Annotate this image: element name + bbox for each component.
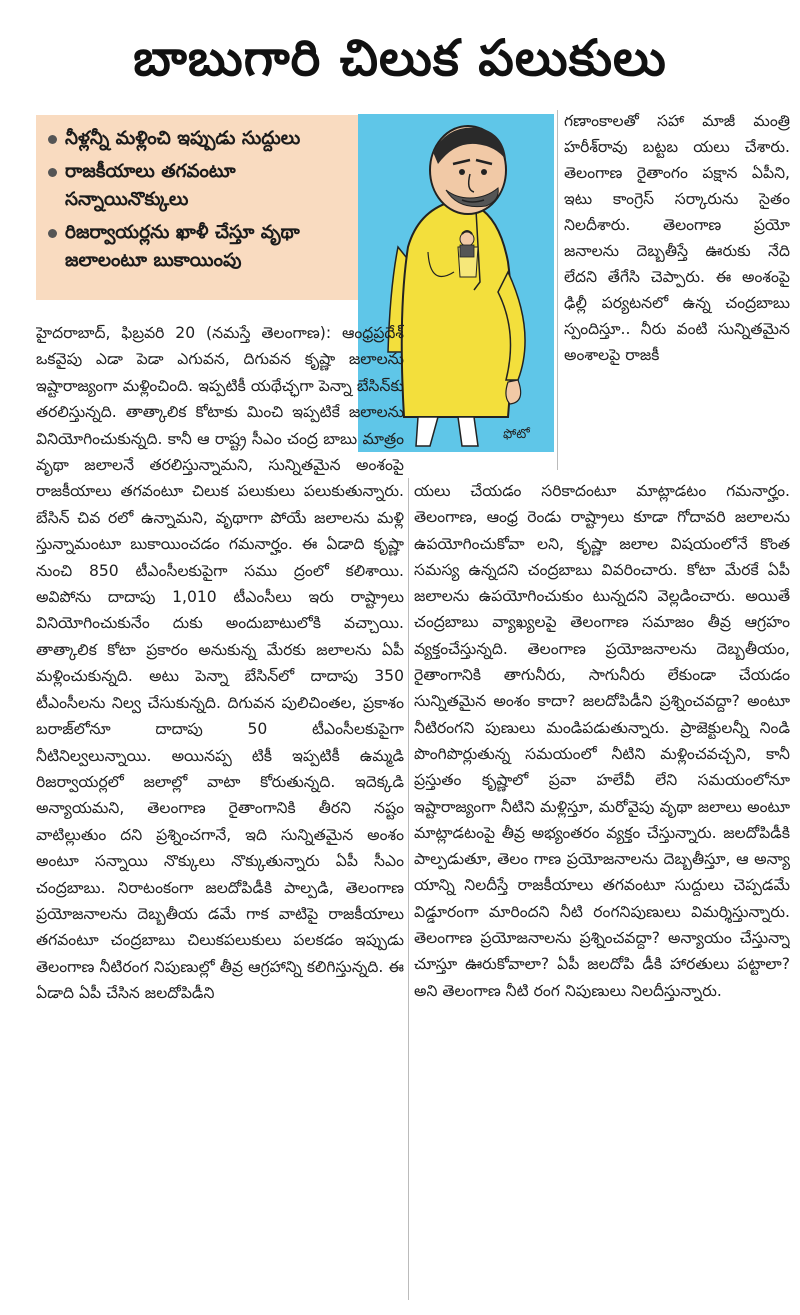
cartoonist-signature: ఫోటో [503, 427, 530, 442]
highlight-item [46, 125, 350, 153]
article-column-right-top: గణాంకాలతో సహా మాజీ మంత్రి హరీశ్‌రావు బట్టబ యలు చేశారు. తెలంగాణ రైతాంగం పక్షాన ఏపీని, ఇటు కాంగ్రెస్ సర్కారును సైతం నిలదీశారు. తెలంగాణ ప్రయో జనాలను దెబ్బతీస్తే ఊరుకు నేది లేదని తేగేసి చెప్పారు. ఈ అంశంపై ఢిల్లీ పర్యటనలో ఉన్న చంద్రబాబు స్పందిస్తూ.. నీరు వంటి సున్నితమైన అంశాలపై రాజకీ [564, 112, 790, 364]
highlights-box [36, 115, 358, 300]
highlight-text: రిజర్వాయర్లను ఖాళీ చేస్తూ వృథా జలాలంటూ బుకాయింపు [65, 222, 300, 271]
column-divider [557, 110, 558, 470]
headline: బాబుగారి చిలుక పలుకులు [133, 29, 667, 87]
article-column-left: హైదరాబాద్, ఫిబ్రవరి 20 (నమస్తే తెలంగాణ): ఆంధ్రప్రదేశ్ ఒకవైపు ఎడా పెడా ఎగువన, దిగువన కృష్ణా జలాలను ఇష్టారాజ్యంగా మళ్లించింది. ఇప్పటికీ యథేచ్ఛగా పెన్నా బేసిన్‌కు తరలిస్తున్నది. తాత్కాలిక కోటాకు మించి ఇప్పటికే జలాలను వినియోగించుకున్నది. కానీ ఆ రాష్ట్ర సీఎం చంద్ర బాబు మాత్రం వృథా జలాలనే తరలిస్తున్నామని, సున్నితమైన అంశంపై రాజకీయాలు తగవంటూ చిలుక పలుకులు పలుకుతున్నారు. బేసిన్ చివ రలో ఉన్నామని, వృథాగా పోయే జలాలను మళ్లి స్తున్నామంటూ బుకాయించడం గమనార్హం. ఈ ఏడాది కృష్ణా నుంచి 850 టీఎంసీలకుపైగా సము ద్రంలో కలిశాయి. అవిపోను దాదాపు 1,010 టీఎంసీలు ఇరు రాష్ట్రాలు వినియోగించుకునేం దుకు అందుబాటులోకి వచ్చాయి. తాత్కాలిక కోటా ప్రకారం అనుకున్న మేరకు జలాలను ఏపీ మళ్లించుకున్నది. అటు పెన్నా బేసిన్‌లో దాదాపు 350 టీఎంసీలను నిల్వ చేసుకున్నది. దిగువన పులిచింతల, ప్రకాశం బరాజ్‌లోనూ దాదాపు 50 టీఎంసీలకుపైగా నీటినిల్వలున్నాయి. అయినప్ప టికీ ఇప్పటికీ ఉమ్మడి రిజర్వాయర్లలో జలాల్లో వాటా కోరుతున్నది. ఇదెక్కడి అన్యాయమని, తెలంగాణ రైతాంగానికి తీరని నష్టం వాటిల్లుతుం దని ప్రశ్నించగానే, ఇది సున్నితమైన అంశం అంటూ సన్నాయి నొక్కులు నొక్కుతున్నారు ఏపీ సీఎం చంద్రబాబు. నిరాటంకంగా జలదోపిడీకి పాల్పడి, తెలంగాణ ప్రయోజనాలను దెబ్బతీయ డమే గాక వాటిపై రాజకీయాలు తగవంటూ చంద్రబాబు చిలుకపలుకులు పలకడం ఇప్పుడు తెలంగాణ నీటిరంగ నిపుణుల్లో తీవ్ర ఆగ్రహాన్ని కలిగిస్తున్నది. ఈ ఏడాది ఏపీ చేసిన జలదోపిడీని [36, 324, 404, 1003]
article-column-right-bottom: యలు చేయడం సరికాదంటూ మాట్లాడటం గమనార్హం. తెలంగాణ, ఆంధ్ర రెండు రాష్ట్రాలు కూడా గోదావరి జలాలను ఉపయోగించుకోవా లని, కృష్ణా జలాల విషయంలోనే కొంత సమస్య ఉన్నదని చంద్రబాబు వివరించారు. కోటా మేరకే ఏపీ జలాలను ఉపయోగించుకుం టున్నదని వెల్లడించారు. అయితే చంద్రబాబు వ్యాఖ్యలపై తెలంగాణ సమాజం తీవ్ర ఆగ్రహం వ్యక్తంచేస్తున్నది. తెలంగాణ ప్రయోజనాలను దెబ్బతీయం, రైతాంగానికి తాగునీరు, సాగునీరు లేకుండా చేయడం సున్నితమైన అంశం కాదా? జలదోపిడీని ప్రశ్నించవద్దా? అంటూ నీటిరంగని పుణులు మండిపడుతున్నారు. ప్రాజెక్టులన్నీ నిండి పొంగిపొర్లుతున్న సమయంలో నీటిని మళ్లించవచ్చని, కానీ ప్రస్తుతం కృష్ణాలో ప్రవా హలేవీ లేని సమయంలోనూ ఇష్టారాజ్యంగా నీటిని మళ్లిస్తూ, మరోవైపు వృథా జలాలు అంటూ మాట్లాడటంపై తీవ్ర అభ్యంతరం వ్యక్తం చేస్తున్నారు. జలదోపిడీకి పాల్పడుతూ, తెలం గాణ ప్రయోజనాలను దెబ్బతీస్తూ, ఆ అన్యా యాన్ని నిలదీస్తే రాజకీయాలు తగవంటూ సుద్దులు చెప్పడమే విడ్డూరంగా మారిందని నీటి రంగనిపుణులు విమర్శిస్తున్నారు. తెలంగాణ ప్రయోజనాలను ప్రశ్నించవద్దా? అన్యాయం చేస్తున్నా చూస్తూ ఊరుకోవాలా? ఏపీ జలదోపి డీకి హారతులు పట్టాలా? అని తెలంగాణ నీటి రంగ నిపుణులు నిలదీస్తున్నారు. [414, 482, 790, 1000]
column-divider [408, 478, 409, 1300]
highlight-text: రాజకీయాలు తగవంటూ సన్నాయినొక్కులు [65, 161, 236, 210]
bullet-icon [48, 229, 57, 238]
bullet-icon [48, 135, 57, 144]
highlight-item [46, 219, 350, 275]
bullet-icon [48, 168, 57, 177]
highlight-item [46, 158, 350, 214]
highlight-text: నీళ్లన్నీ మళ్లించి ఇప్పుడు సుద్దులు [65, 128, 301, 149]
